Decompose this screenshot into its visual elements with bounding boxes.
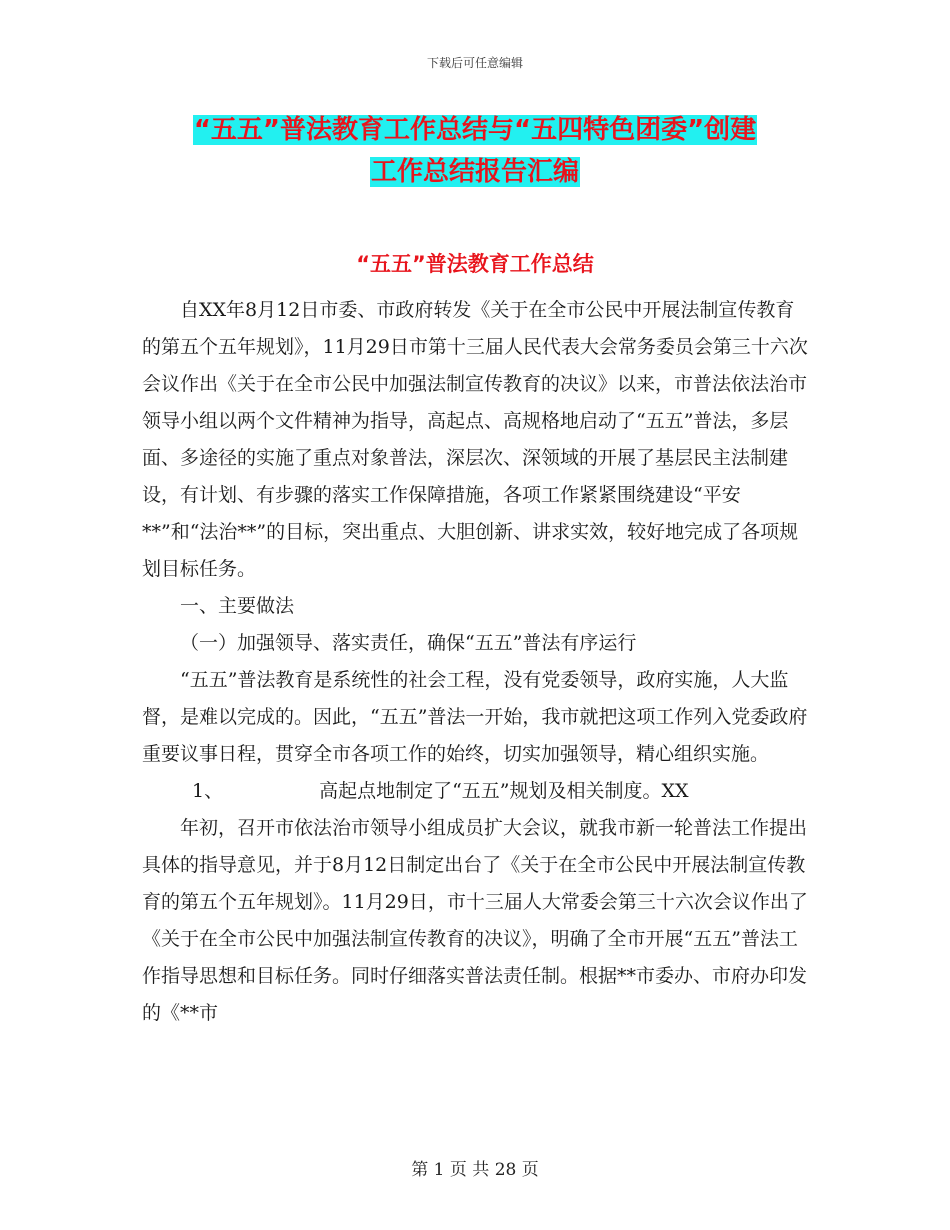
document-title-line2 — [0, 154, 950, 190]
list-item-1 — [142, 773, 810, 810]
document-body — [142, 292, 810, 1032]
document-title-line1 — [0, 112, 950, 148]
page-footer: 第 1 页 共 28 页 — [411, 1160, 539, 1180]
section-title: “五五”普法教育工作总结 — [356, 252, 594, 276]
paragraph-leadership: “五五”普法教育是系统性的社会工程，没有党委领导，政府实施，人大监督，是难以完成的。因此，“五五”普法一开始，我市就把这项工作列入党委政府重要议事日程，贯穿全市各项工作的始终，切实加强领导，精心组织实施。 — [142, 669, 808, 765]
heading-main-practices: 一、主要做法 — [180, 595, 295, 617]
title-line1-text: “五五”普法教育工作总结与“五四特色团委”创建 — [193, 115, 757, 145]
header-note: 下载后可任意编辑 — [426, 56, 523, 70]
list-item-text: 高起点地制定了“五五”规划及相关制度。XX — [319, 780, 689, 802]
heading-subsection-1: （一）加强领导、落实责任，确保“五五”普法有序运行 — [180, 632, 637, 654]
title-line2-text: 工作总结报告汇编 — [370, 157, 579, 187]
paragraph-intro: 自XX年8月12日市委、市政府转发《关于在全市公民中开展法制宣传教育的第五个五年规划》，11月29日市第十三届人民代表大会常务委员会第三十六次会议作出《关于在全市公民中加强法制宣传教育的决议》以来，市普法依法治市领导小组以两个文件精神为指导，高起点、高规格地启动了“五五”普法，多层面、多途径的实施了重点对象普法，深层次、深领域的开展了基层民主法制建设，有计划、有步骤的落实工作保障措施，各项工作紧紧围绕建设“平安**”和“法治**”的目标，突出重点、大胆创新、讲求实效，较好地完成了各项规划目标任务。 — [142, 299, 808, 580]
list-item-number: 1、 — [192, 780, 224, 802]
paragraph-planning: 年初，召开市依法治市领导小组成员扩大会议，就我市新一轮普法工作提出具体的指导意见，并于8月12日制定出台了《关于在全市公民中开展法制宣传教育的第五个五年规划》。11月29日，市十三届人大常委会第三十六次会议作出了《关于在全市公民中加强法制宣传教育的决议》，明确了全市开展“五五”普法工作指导思想和目标任务。同时仔细落实普法责任制。根据**市委办、市府办印发的《**市 — [142, 817, 808, 1024]
